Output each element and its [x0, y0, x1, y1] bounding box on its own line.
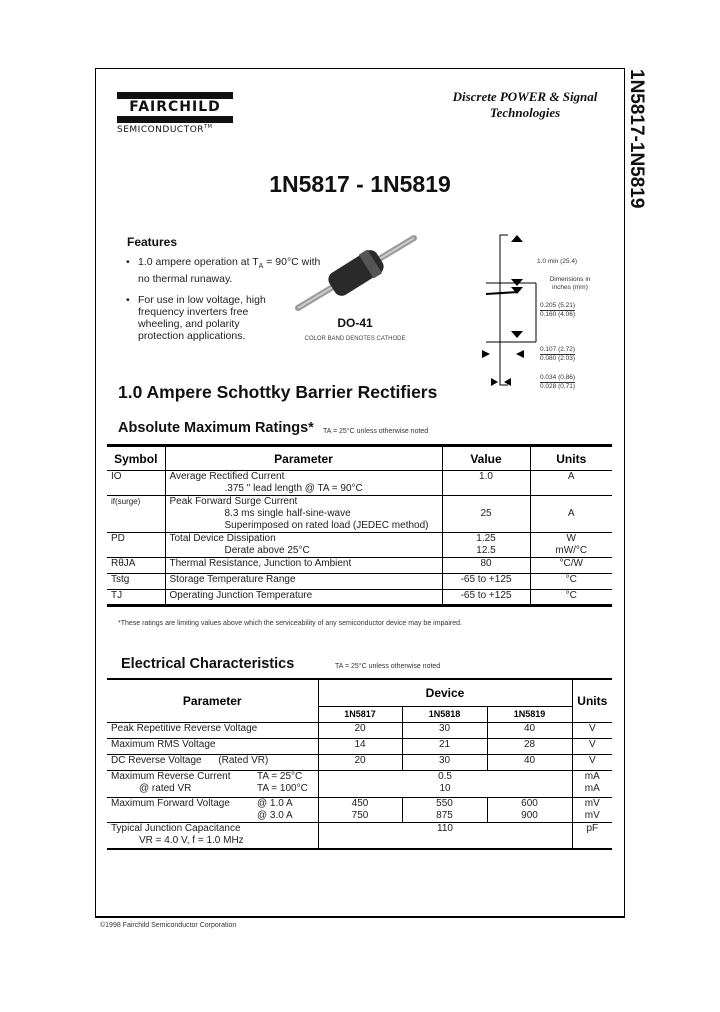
- value-cell: -65 to +125: [442, 590, 530, 606]
- dim-min: 0.080 (2.03): [540, 355, 576, 362]
- value-cell: [487, 797, 572, 822]
- value-cell: 20: [318, 754, 402, 770]
- symbol-cell: RθJA: [107, 558, 165, 574]
- table-header-row: [107, 679, 612, 706]
- col-header: Units: [572, 679, 612, 722]
- units-cell: A: [530, 471, 612, 496]
- amr-footnote: *These ratings are limiting values above which the serviceability of any semiconductor device may be impaired.: [118, 620, 462, 627]
- feature-sub: A: [258, 263, 264, 271]
- unit-line: mV: [584, 797, 600, 809]
- logo-subtitle: [117, 124, 212, 135]
- unit-line: mW/°C: [555, 545, 588, 556]
- parameter-cell: Peak Repetitive Reverse Voltage: [107, 722, 318, 738]
- device-header: 1N5818: [402, 706, 487, 722]
- table-row: [107, 770, 612, 797]
- value-line: 550: [436, 797, 453, 809]
- param-line: Maximum Forward Voltage: [111, 797, 230, 809]
- package-note: COLOR BAND DENOTES CATHODE: [304, 336, 406, 342]
- units-cell: V: [572, 754, 612, 770]
- parameter-cell: Maximum RMS Voltage: [107, 738, 318, 754]
- feature-text: For use in low voltage, high frequency inverters free wheeling, and polarity protection applications.: [138, 294, 266, 342]
- device-header: 1N5817: [318, 706, 402, 722]
- absolute-max-ratings-table: [107, 444, 612, 607]
- copyright-footer: ©1998 Fairchild Semiconductor Corporation: [100, 922, 237, 929]
- units-cell: [530, 533, 612, 558]
- col-header: Parameter: [165, 446, 442, 471]
- ec-note: TA = 25°C unless otherwise noted: [335, 663, 441, 670]
- unit-line: mV: [584, 809, 600, 821]
- units-cell: °C: [530, 574, 612, 590]
- side-title: 1N5817-1N5819: [626, 69, 647, 209]
- parameter-cell: [165, 533, 442, 558]
- table-row: [107, 797, 612, 822]
- param-line: Average Rectified Current: [169, 471, 285, 482]
- value-cell: 30: [402, 722, 487, 738]
- table-row: [107, 590, 612, 606]
- table-row: [107, 471, 612, 496]
- parameter-cell: [107, 797, 318, 822]
- parameter-cell: DC Reverse Voltage (Rated VR): [107, 754, 318, 770]
- value-line: 0.5: [438, 770, 452, 782]
- parameter-cell: Thermal Resistance, Junction to Ambient: [165, 558, 442, 574]
- cond-line: TA = 25°C: [257, 770, 303, 782]
- units-cell: pF: [572, 822, 612, 849]
- unit-line: mA: [584, 782, 600, 794]
- col-header: Value: [442, 446, 530, 471]
- cond-line: @ 1.0 A: [257, 797, 293, 809]
- symbol-cell: PD: [107, 533, 165, 558]
- symbol-cell: if(surge): [107, 496, 165, 533]
- value-cell: [318, 797, 402, 822]
- table-row: [107, 496, 612, 533]
- value-cell: [318, 770, 572, 797]
- package-name: DO-41: [337, 316, 373, 330]
- section-title: 1.0 Ampere Schottky Barrier Rectifiers: [118, 382, 438, 402]
- value-line: 900: [521, 809, 538, 821]
- parameter-cell: Storage Temperature Range: [165, 574, 442, 590]
- units-cell: °C: [530, 590, 612, 606]
- ec-heading: Electrical Characteristics: [121, 656, 295, 672]
- param-line: Maximum Reverse Current: [111, 770, 231, 782]
- table-row: [107, 722, 612, 738]
- value-cell: 30: [402, 754, 487, 770]
- value-cell: 21: [402, 738, 487, 754]
- symbol-cell: IO: [107, 471, 165, 496]
- dim-body-length: [540, 302, 575, 319]
- feature-text-cont: = 90°C with no thermal runaway.: [138, 256, 321, 286]
- logo-name: FAIRCHILD: [129, 99, 221, 115]
- value-cell: 20: [318, 722, 402, 738]
- logo-tm: TM: [204, 124, 213, 130]
- cond-line: @ 3.0 A: [257, 809, 293, 821]
- table-row: [107, 754, 612, 770]
- value-line: 875: [436, 809, 453, 821]
- value-line: 10: [439, 782, 451, 794]
- logo-sub-text: SEMICONDUCTOR: [117, 125, 205, 135]
- param-line: VR = 4.0 V, f = 1.0 MHz: [139, 834, 244, 846]
- table-header-row: [107, 446, 612, 471]
- conditions: [257, 771, 308, 795]
- symbol-cell: TJ: [107, 590, 165, 606]
- value-cell: -65 to +125: [442, 574, 530, 590]
- tagline: [430, 89, 620, 121]
- value-cell: [442, 533, 530, 558]
- dim-units: Dimensions in inches (mm): [549, 276, 591, 291]
- amr-note: TA = 25°C unless otherwise noted: [323, 428, 429, 435]
- electrical-characteristics-table: [107, 678, 612, 850]
- value-cell: 80: [442, 558, 530, 574]
- parameter-cell: [165, 471, 442, 496]
- tagline-line2: Technologies: [489, 105, 561, 120]
- value-cell: 110: [318, 822, 572, 849]
- param-line: 8.3 ms single half-sine-wave: [224, 508, 351, 519]
- parameter-cell: [107, 822, 318, 849]
- param-line: Typical Junction Capacitance: [111, 822, 241, 834]
- table-row: [107, 533, 612, 558]
- units-cell: V: [572, 722, 612, 738]
- dimension-drawing: [478, 230, 548, 390]
- feature-text: 1.0 ampere operation at T: [138, 256, 259, 268]
- dim-max: 0.107 (2.72): [540, 346, 576, 353]
- device-header: 1N5819: [487, 706, 572, 722]
- table-row: [107, 574, 612, 590]
- units-cell: °C/W: [530, 558, 612, 574]
- value-cell: 25: [442, 496, 530, 533]
- value-line: 1.25: [476, 533, 496, 544]
- param-line: Total Device Dissipation: [169, 533, 276, 544]
- logo-bar-bottom: [117, 116, 233, 123]
- param-line: Peak Forward Surge Current: [169, 496, 298, 507]
- value-cell: 28: [487, 738, 572, 754]
- conditions: [257, 798, 293, 822]
- value-line: 600: [521, 797, 538, 809]
- table-row: [107, 738, 612, 754]
- parameter-cell: Operating Junction Temperature: [165, 590, 442, 606]
- features-heading: Features: [127, 235, 178, 249]
- value-line: 450: [351, 797, 369, 809]
- param-line: @ rated VR: [139, 782, 192, 794]
- amr-heading: Absolute Maximum Ratings*: [118, 420, 314, 436]
- col-header: Device: [318, 679, 572, 706]
- value-line: 12.5: [476, 545, 496, 556]
- units-cell: [572, 770, 612, 797]
- symbol-cell: Tstg: [107, 574, 165, 590]
- parameter-cell: [107, 770, 318, 797]
- dim-min: 0.160 (4.06): [540, 311, 576, 318]
- value-cell: [402, 797, 487, 822]
- value-cell: 40: [487, 754, 572, 770]
- table-row: [107, 558, 612, 574]
- dim-max: 0.205 (5.21): [540, 302, 576, 309]
- param-line: .375 " lead length @ TA = 90°C: [224, 483, 363, 494]
- table-row: [107, 822, 612, 849]
- units-cell: A: [530, 496, 612, 533]
- dim-body-diameter: [540, 346, 575, 363]
- feature-item: • 1.0 ampere operation at $T_A = 90^\circ C$ with no thermal runaway.: [126, 256, 321, 286]
- value-line: 750: [351, 809, 369, 821]
- col-header: Units: [530, 446, 612, 471]
- parameter-cell: [165, 496, 442, 533]
- value-cell: 40: [487, 722, 572, 738]
- page-title: 1N5817 - 1N5819: [269, 171, 451, 197]
- col-header: Parameter: [107, 679, 318, 722]
- unit-line: W: [566, 533, 576, 544]
- logo-bar-top: [117, 92, 233, 99]
- feature-item: • For use in low voltage, high frequency inverters free wheeling, and polarity protection applications.: [126, 294, 266, 342]
- dim-lead-length: 1.0 min (25.4): [537, 258, 578, 265]
- dim-max: 0.034 (0.86): [540, 374, 576, 381]
- units-cell: [572, 797, 612, 822]
- diode-image: [290, 232, 420, 314]
- unit-line: mA: [584, 770, 600, 782]
- tagline-line1: Discrete POWER & Signal: [452, 89, 598, 104]
- cond-line: TA = 100°C: [257, 782, 308, 794]
- dim-lead-diameter: [540, 374, 575, 391]
- param-line: Derate above 25°C: [224, 545, 310, 556]
- value-cell: 1.0: [442, 471, 530, 496]
- col-header: Symbol: [107, 446, 165, 471]
- param-line: Superimposed on rated load (JEDEC method): [224, 520, 429, 531]
- value-cell: 14: [318, 738, 402, 754]
- dim-min: 0.028 (0.71): [540, 383, 576, 390]
- units-cell: V: [572, 738, 612, 754]
